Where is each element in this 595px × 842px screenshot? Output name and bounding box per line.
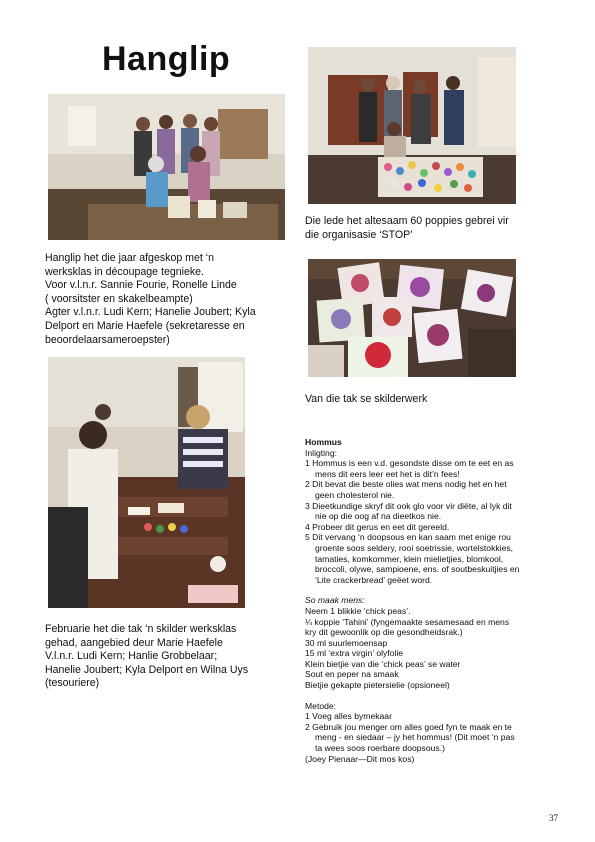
caption-line: V.l.n.r. Ludi Kern; Hanlie Grobbelaar;: [45, 650, 218, 663]
photo1-caption: [45, 252, 256, 347]
caption-line: Hanelie Joubert; Kyla Delport en Wilna Uys: [45, 663, 249, 676]
caption-line: Agter v.l.n.r. Ludi Kern; Hanelie Joubert; Kyla: [45, 306, 256, 319]
recipe-line: meng - en siedaar – jy het hommus! (Dit moet ‘n pas: [315, 732, 515, 743]
photo3-caption: Van die tak se skilderwerk: [305, 393, 428, 405]
recipe-line: groente soos seldery, rooi soetrissie, wortelstokkies,: [315, 542, 514, 553]
photo4-caption: [45, 623, 248, 691]
recipe-line: nie op die oog af na dieetkos nie.: [315, 511, 442, 522]
recipe-line: Neem 1 blikkie ‘chick peas’.: [305, 605, 411, 616]
caption-line: werksklas in découpage tegnieke.: [45, 265, 205, 278]
caption-line: Februarie het die tak ‘n skilder werksklas: [45, 623, 237, 635]
caption-line: Hanglip het die jaar afgeskop met ‘n: [45, 252, 215, 264]
photo-painting-workshop: [48, 357, 245, 608]
recipe-line: geen cholesterol nie.: [315, 489, 395, 500]
recipe-line: mens dit eers leer eet het is dit’n fees!: [315, 468, 460, 479]
recipe-line: kry dit gewoonlik op die gesondheidsrak.): [305, 627, 463, 638]
recipe-steps-list: [305, 711, 519, 753]
recipe-line: 2 Dit bevat die beste olies wat mens nodig het en het: [305, 479, 507, 490]
page-number: 37: [549, 813, 558, 823]
photo-knitted-dolls: [308, 47, 516, 204]
recipe-line: 4 Probeer dit gerus en eet dit gereeld.: [305, 521, 450, 532]
photo-paintings: [308, 259, 516, 377]
recipe-line: ‘Lite crackerbread’ geëet word.: [315, 574, 433, 585]
recipe-line: broccoli, olywe, sampioene, ens. of soutbeskuitjies en: [315, 564, 520, 575]
recipe-line: 30 ml suurlemoensap: [305, 637, 388, 648]
recipe-line: tamaties, komkommer, klein mielietjies, blomkool,: [315, 553, 504, 564]
recipe-line: 1 Voeg alles bymekaar: [305, 711, 392, 722]
caption-line: ( voorsitster en skakelbeampte): [45, 292, 193, 305]
recipe-line: 2 Gebruik jou menger om alles goed fyn te maak en te: [305, 721, 512, 732]
recipe-steps-heading: Metode:: [305, 700, 337, 711]
caption-line: beoordelaarsameroepster): [45, 333, 170, 346]
photo2-caption: [305, 215, 509, 242]
recipe-section: [305, 437, 519, 764]
recipe-line: Klein bietjie van die ‘chick peas’ se water: [305, 658, 461, 669]
caption-line: Die lede het altesaam 60 poppies gebrei vir: [305, 215, 509, 227]
recipe-intro-list: [305, 458, 519, 585]
recipe-line: 15 ml ‘extra virgin’ olyfolie: [305, 648, 404, 659]
page-title: Hanglip: [102, 40, 231, 78]
recipe-line: ta wees soos roerbare doopsous.): [315, 743, 445, 754]
recipe-line: 1 Hommus is een v.d. gesondste disse om te eet en as: [305, 458, 514, 469]
caption-line: Delport en Marie Haefele (sekretaresse en: [45, 319, 245, 332]
recipe-title: Hommus: [305, 437, 342, 447]
caption-line: (tesouriere): [45, 677, 100, 690]
caption-line: gehad, aangebied deur Marie Haefele: [45, 636, 223, 649]
caption-line: die organisasie ‘STOP’: [305, 228, 413, 241]
recipe-line: ¼ koppie ‘Tahini’ (fyngemaakte sesamesaad en mens: [305, 616, 510, 627]
recipe-line: Sout en peper na smaak: [305, 669, 399, 680]
recipe-ingredients-list: [305, 606, 519, 691]
recipe-line: 3 Dieetkundige skryf dit ook glo voor vir diëte, al lyk dit: [305, 500, 512, 511]
recipe-line: 5 Dit vervang ‘n doopsous en kan saam met enige rou: [305, 532, 511, 543]
photo-decoupage-group: [48, 94, 285, 240]
recipe-method-heading: So maak mens:: [305, 595, 365, 606]
caption-line: Voor v.l.n.r. Sannie Fourie, Ronelle Linde: [45, 279, 237, 292]
recipe-line: Bietjie gekapte pietersielie (opsioneel): [305, 680, 450, 691]
recipe-credit: (Joey Pienaar—Dit mos kos): [305, 753, 415, 764]
recipe-intro-heading: Inligting:: [305, 447, 338, 458]
